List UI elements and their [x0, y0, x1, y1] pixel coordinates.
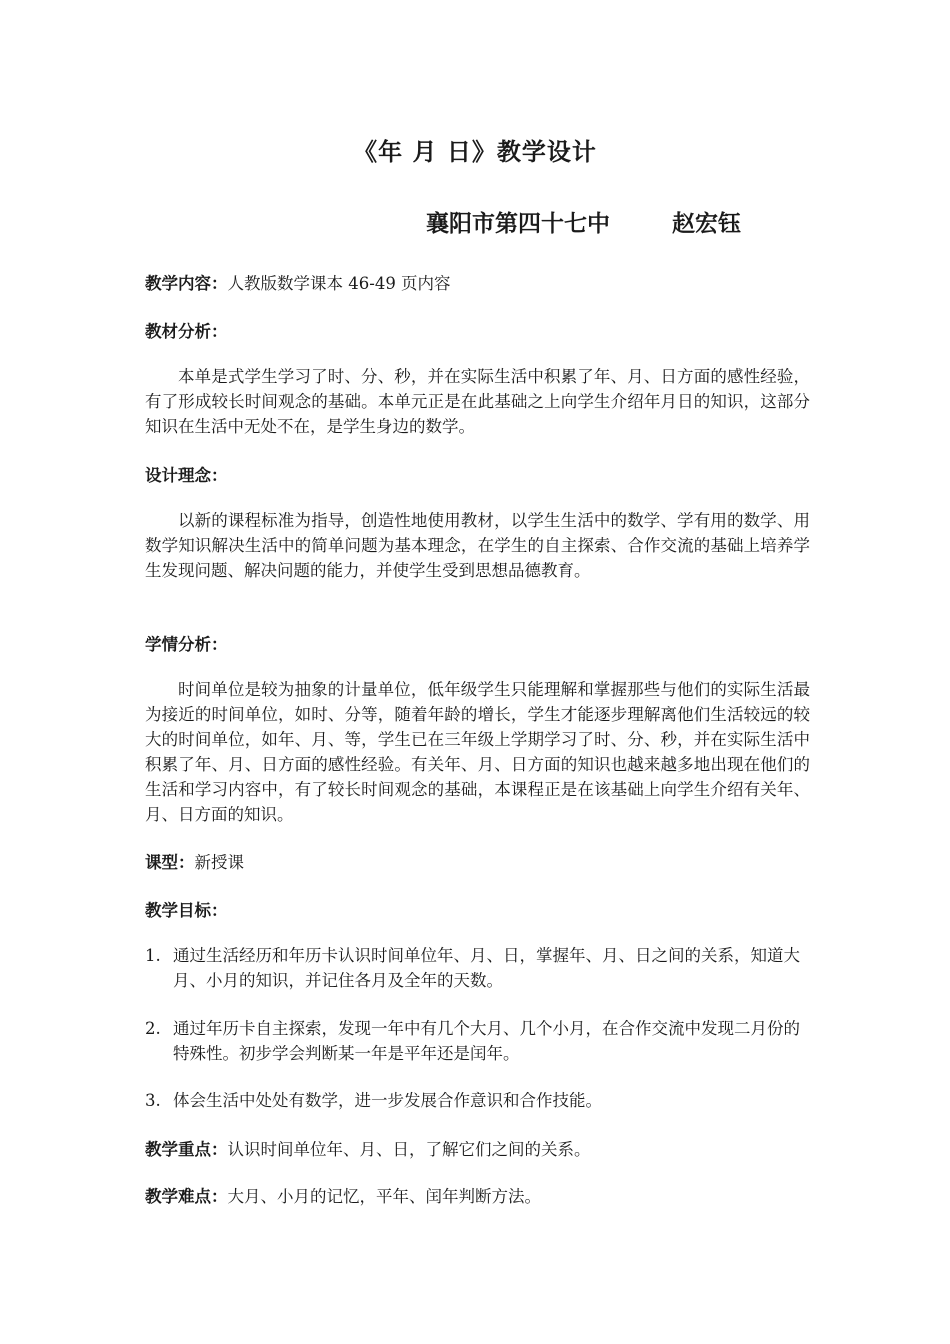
- analysis-heading: [145, 318, 810, 342]
- difficulty-value: 大月、小月的记忆，平年、闰年判断方法。: [227, 1187, 541, 1206]
- concept-label: 设计理念：: [145, 466, 228, 485]
- key-point-value: 认识时间单位年、月、日，了解它们之间的关系。: [227, 1140, 591, 1159]
- goals-heading: [145, 897, 810, 921]
- goal-text: 通过年历卡自主探索，发现一年中有几个大月、几个小月，在合作交流中发现二月份的特殊性。初步学会判断某一年是平年还是闰年。: [173, 1019, 800, 1063]
- key-point-label: 教学重点：: [145, 1140, 228, 1159]
- concept-paragraph: 以新的课程标准为指导，创造性地使用教材，以学生生活中的数学、学有用的数学、用数学知识解决生活中的简单问题为基本理念，在学生的自主探索、合作交流的基础上培养学生发现问题、解决问题的能力，并使学生受到思想品德教育。: [145, 511, 810, 580]
- goal-item: [145, 1016, 810, 1066]
- students-heading: [145, 631, 810, 655]
- document-title: 《年 月 日》教学设计: [353, 137, 597, 166]
- analysis-paragraph: 本单是式学生学习了时、分、秒，并在实际生活中积累了年、月、日方面的感性经验，有了形成较长时间观念的基础。本单元正是在此基础之上向学生介绍年月日的知识，这部分知识在生活中无处不在，是学生身边的数学。: [145, 367, 810, 436]
- goal-text: 体会生活中处处有数学，进一步发展合作意识和合作技能。: [173, 1091, 602, 1110]
- content-line: [145, 270, 810, 294]
- lesson-type-value: 新授课: [194, 853, 244, 872]
- difficulty-label: 教学难点：: [145, 1187, 228, 1206]
- goal-item: [145, 1088, 810, 1113]
- lesson-type-label: 课型：: [145, 853, 195, 872]
- students-paragraph: 时间单位是较为抽象的计量单位，低年级学生只能理解和掌握那些与他们的实际生活最为接近的时间单位，如时、分等，随着年龄的增长，学生才能逐步理解离他们生活较远的较大的时间单位，如年、月、等，学生已在三年级上学期学习了时、分、秒，并在实际生活中积累了年、月、日方面的感性经验。有关年、月、日方面的知识也越来越多地出现在他们的生活和学习内容中，有了较长时间观念的基础，本课程正是在该基础上向学生介绍有关年、月、日方面的知识。: [145, 680, 810, 824]
- goal-number: 2.: [145, 1019, 161, 1038]
- concept-heading: [145, 462, 810, 486]
- goals-label: 教学目标：: [145, 901, 228, 920]
- school-name: 襄阳市第四十七中: [426, 210, 610, 237]
- goal-text: 通过生活经历和年历卡认识时间单位年、月、日，掌握年、月、日之间的关系，知道大月、小月的知识，并记住各月及全年的天数。: [173, 946, 800, 990]
- analysis-label: 教材分析：: [145, 322, 228, 341]
- goal-number: 1.: [145, 946, 161, 965]
- author-name: 赵宏钰: [672, 210, 741, 237]
- content-label: 教学内容：: [145, 274, 228, 293]
- goal-number: 3.: [145, 1091, 161, 1110]
- lesson-type-line: [145, 849, 810, 873]
- key-point-line: [145, 1136, 810, 1160]
- students-label: 学情分析：: [145, 635, 228, 654]
- author-line: [426, 205, 741, 238]
- difficulty-line: [145, 1183, 810, 1207]
- goal-item: [145, 943, 810, 993]
- content-value: 人教版数学课本 46-49 页内容: [227, 274, 451, 293]
